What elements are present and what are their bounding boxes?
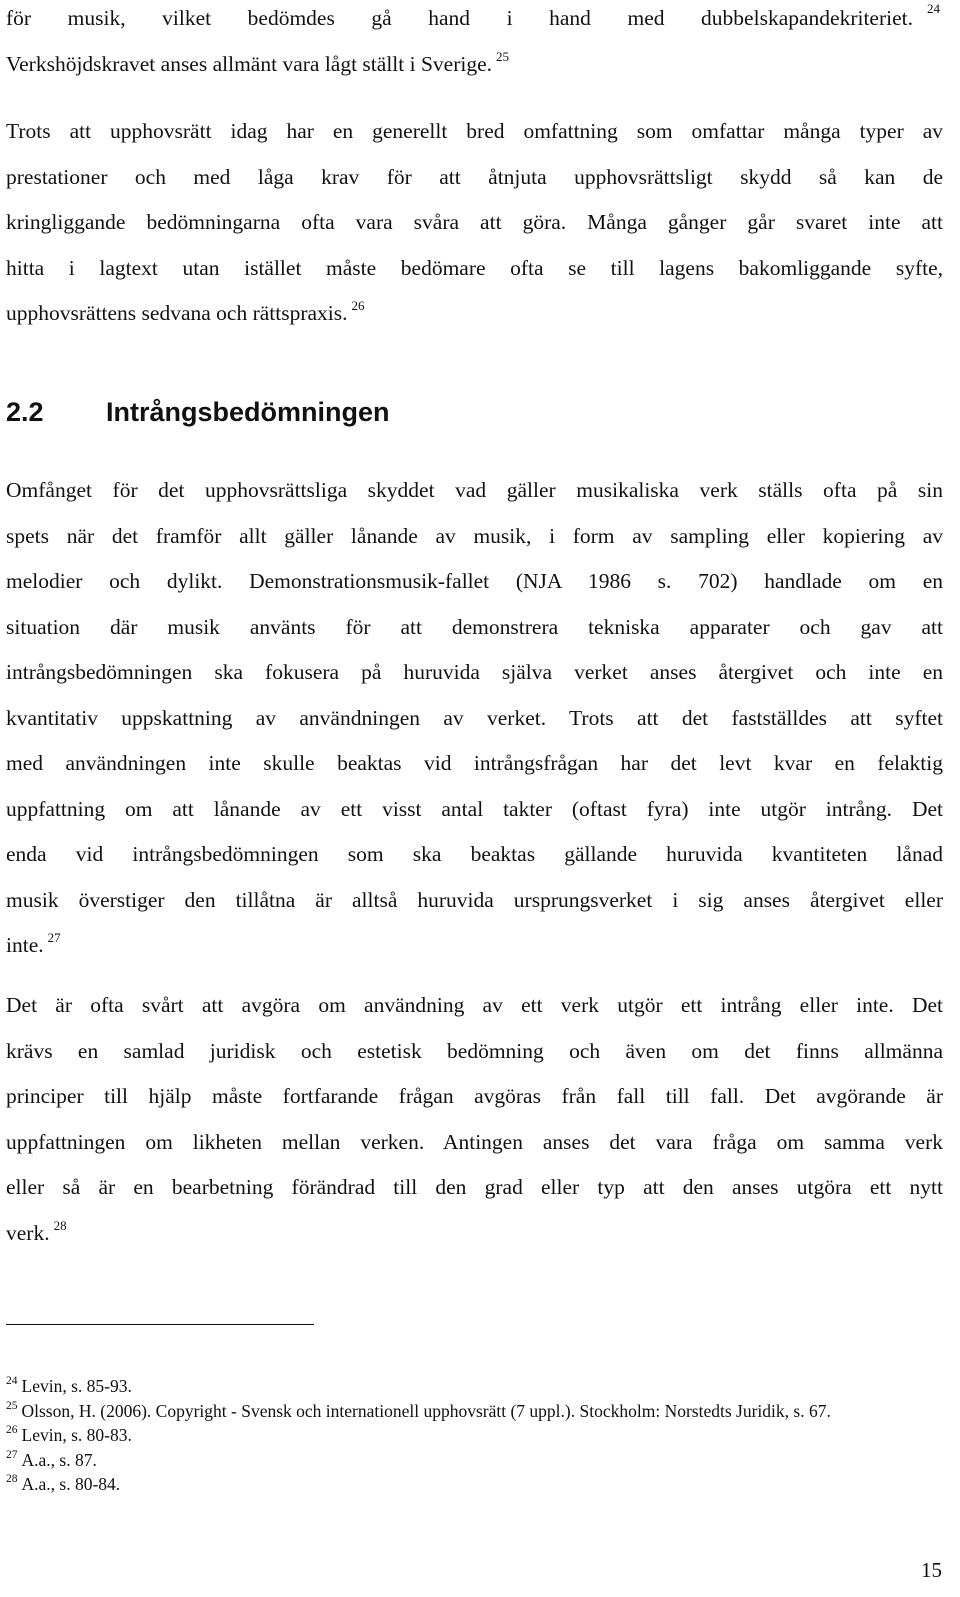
footnote-text: A.a., s. 87.: [21, 1449, 97, 1470]
paragraph-line: enda vid intrångsbedömningen som ska beaktas gällande huruvida kvantiteten lånad: [6, 842, 943, 866]
line-text: inte.: [6, 933, 44, 957]
paragraph-line: [6, 291, 943, 337]
paragraph-line: situation där musik använts för att demonstrera tekniska apparater och gav att: [6, 614, 943, 639]
section-title: Intrångsbedömningen: [106, 397, 390, 427]
footnote-number: 24: [6, 1375, 18, 1387]
footnote-number: 27: [6, 1448, 18, 1461]
section-number: 2.2: [6, 397, 44, 427]
page-number: 15: [921, 1558, 942, 1582]
paragraph-line: eller så är en bearbetning förändrad till den grad eller typ att den anses utgöra ett nytt: [6, 1175, 943, 1199]
line-text: verk.: [6, 1220, 50, 1245]
footnote-number: 28: [6, 1473, 18, 1485]
paragraph-2: [6, 468, 943, 969]
paragraph-line: hitta i lagtext utan istället måste bedömare ofta se till lagens bakomliggande syfte,: [6, 255, 943, 280]
paragraph-line: krävs en samlad juridisk och estetisk bedömning och även om det finns allmänna: [6, 1038, 943, 1063]
paragraph-line: kvantitativ uppskattning av användningen av verket. Trots att det fastställdes att syftet: [6, 705, 943, 730]
paragraph-line: [6, 923, 943, 969]
footnote-text: A.a., s. 80-84.: [21, 1474, 121, 1494]
paragraph-line: med användningen inte skulle beaktas vid intrångsfrågan har det levt kvar en felaktig: [6, 751, 943, 775]
footnotes: [6, 1374, 943, 1497]
section-heading: [6, 393, 390, 431]
paragraph-line: kringliggande bedömningarna ofta vara svåra att göra. Många gånger går svaret inte att: [6, 210, 943, 234]
paragraph-line: intrångsbedömningen ska fokusera på huruvida själva verket anses återgivet och inte en: [6, 660, 943, 684]
footnote-ref[interactable]: 27: [47, 930, 61, 945]
paragraph-line: spets när det framför allt gäller lånande av musik, i form av sampling eller kopiering av: [6, 523, 943, 548]
paragraph-3: [6, 983, 943, 1256]
footnote: [6, 1448, 943, 1473]
footnote-ref[interactable]: 28: [53, 1217, 67, 1233]
paragraph-line: principer till hjälp måste fortfarande frågan avgöras från fall till fall. Det avgörande är: [6, 1084, 943, 1108]
line-text: upphovsrättens sedvana och rättspraxis.: [6, 301, 348, 325]
footnote-separator: [6, 1324, 314, 1325]
line-text: för musik, vilket bedömdes gå hand i hand med dubbelskapandekriteriet.: [6, 6, 913, 30]
top-paragraph: [6, 0, 943, 87]
footnote: [6, 1399, 943, 1424]
paragraph-line: musik överstiger den tillåtna är alltså huruvida ursprungsverket i sig anses återgivet eller: [6, 887, 943, 912]
paragraph-line: Trots att upphovsrätt idag har en generellt bred omfattning som omfattar många typer av: [6, 119, 943, 143]
paragraph-line: Det är ofta svårt att avgöra om användning av ett verk utgör ett intrång eller inte. Det: [6, 993, 943, 1017]
footnote-number: 25: [6, 1399, 18, 1412]
footnote-number: 26: [6, 1424, 18, 1436]
footnote: [6, 1423, 943, 1448]
footnote: [6, 1472, 943, 1497]
paragraph-line: [6, 1211, 943, 1257]
paragraph-1: [6, 109, 943, 337]
paragraph-line: melodier och dylikt. Demonstrationsmusik-fallet (NJA 1986 s. 702) handlade om en: [6, 569, 943, 593]
footnote-text: Levin, s. 85-93.: [21, 1376, 132, 1396]
paragraph-line: Omfånget för det upphovsrättsliga skyddet vad gäller musikaliska verk ställs ofta på sin: [6, 478, 943, 502]
paragraph-line: uppfattningen om likheten mellan verken. Antingen anses det vara fråga om samma verk: [6, 1129, 943, 1154]
line-text: Verkshöjdskravet anses allmänt vara lågt ställt i Sverige.: [6, 51, 493, 76]
footnote-ref[interactable]: 25: [496, 48, 510, 64]
document-page: för musik, vilket bedömdes gå hand i hand med dubbelskapandekriteriet. Verkshöjdskravet anses allmänt vara lågt ställt i Sverige. $^{25}$ 24 Trots att upphovsrätt idag har en generellt bred omfattning som omfattar många typer av prestationer och med låga krav för att åtnjuta upphovsrättsligt skydd så kan de kringliggande bedömningarna ofta vara svåra att göra. Många gånger går svaret inte att hitta i lagtext utan istället måste bedömare ofta se till lagens bakomliggande syfte, upphovsrättens sedvana och rättspraxis. $^{26}$ 2.2 Intrångsbedömningen Omfånget för det upphovsrättsliga skyddet vad gäller musikaliska verk ställs ofta på sin spets när det framför allt gäller lånande av musik, i form av sampling eller kopiering av melodier och dylikt. Demonstrationsmusik-fallet (NJA 1986 s. 702) handlade om en situation där musik använts för att demonstrera tekniska apparater och gav att intrångsbedömningen ska fokusera på huruvida själva verket anses återgivet och inte en kvantitativ uppskattning av användningen av verket. Trots att det fastställdes att syftet med användningen inte skulle beaktas vid intrångsfrågan har det levt kvar en felaktig uppfattning om att lånande av ett visst antal takter (oftast fyra) inte utgör intrång. Det enda vid intrångsbedömningen som ska beaktas gällande huruvida kvantiteten lånad musik överstiger den tillåtna är alltså huruvida ursprungsverket i sig anses återgivet eller inte. $^{27}$ Det är ofta svårt att avgöra om användning av ett verk utgör ett intrång eller inte. Det krävs en samlad juridisk och estetisk bedömning och även om det finns allmänna principer till hjälp måste fortfarande frågan avgöras från fall till fall. Det avgörande är uppfattningen om likheten mellan verken. Antingen anses det vara fråga om samma verk eller så är en bearbetning förändrad till den grad eller typ att den anses utgöra ett nytt verk. $^{28}$ $^{24}$ Levin, s. 85-93. $^{25}$ Olsson, H. (2006). Copyright - Svensk och internationell upphovsrätt (7 uppl.). Stockholm: Norstedts Juridik, s. 67. $^{26}$ Levin, s. 80-83. $^{27}$ A.a., s. 87. $^{28}$ A.a., s. 80-84. 15: [0, 0, 960, 1597]
footnote-text: Olsson, H. (2006). Copyright - Svensk och internationell upphovsrätt (7 uppl.). Stockholm: Norstedts Juridik, s. 67.: [21, 1400, 831, 1421]
paragraph-line: [6, 0, 943, 42]
paragraph-line: prestationer och med låga krav för att åtnjuta upphovsrättsligt skydd så kan de: [6, 164, 943, 189]
paragraph-line: uppfattning om att lånande av ett visst antal takter (oftast fyra) inte utgör intrång. Det: [6, 796, 943, 821]
footnote: [6, 1374, 943, 1399]
paragraph-line: [6, 42, 943, 88]
footnote-ref[interactable]: 26: [351, 298, 365, 313]
footnote-text: Levin, s. 80-83.: [21, 1425, 132, 1445]
